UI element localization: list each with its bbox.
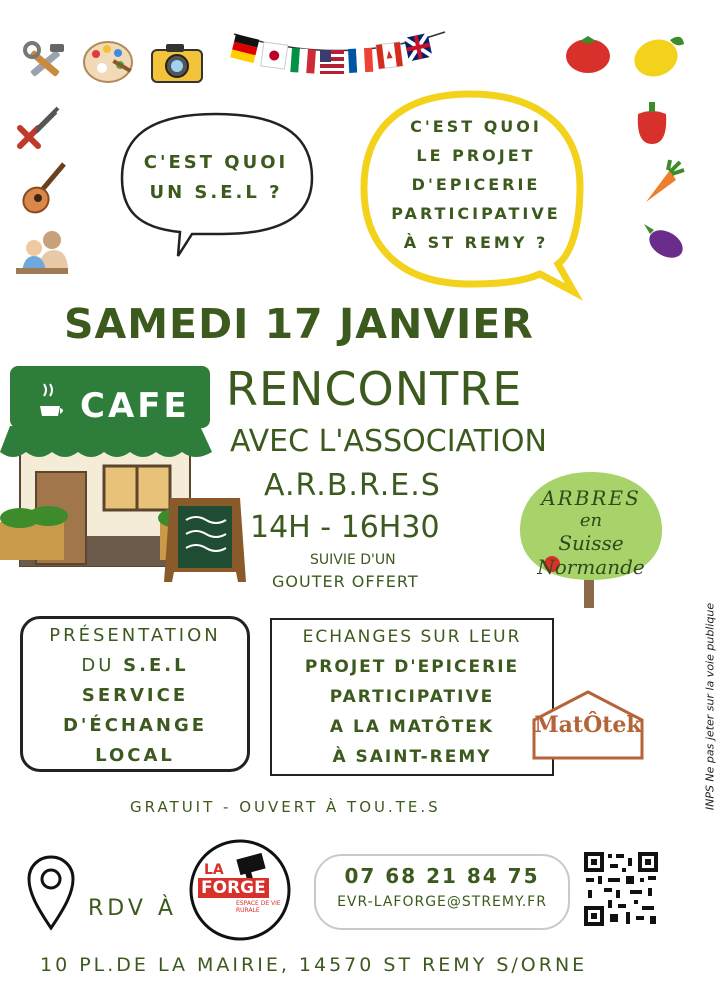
sel-box-line-4: D'ÉCHANGE [62, 715, 208, 736]
matotek-logo-text: MatÔtek [534, 712, 642, 738]
lemon-icon [630, 30, 686, 80]
epicerie-box-line-1: ECHANGES SUR LEUR [302, 627, 522, 647]
contact-pill [314, 854, 570, 930]
arbres-logo-line-1: ARBRES [541, 486, 641, 510]
side-note: INPS Ne pas jeter sur la voie publique [703, 602, 717, 811]
epicerie-project-box [270, 618, 554, 776]
sel-box-line-2b: S.E.L [123, 655, 189, 676]
sel-box-line-2 [23, 651, 247, 681]
contact-phone[interactable]: 07 68 21 84 75 [344, 864, 540, 888]
guitar-icon [18, 160, 68, 220]
flags-bunting [232, 28, 447, 84]
forge-logo-sub: ESPACE DE VIE RURALE [236, 900, 281, 914]
bell-pepper-icon [632, 100, 672, 146]
event-time: 14H - 16H30 [250, 510, 440, 545]
event-association: A.R.B.R.E.S [264, 468, 441, 503]
bubble-right-line-3: D'EPICERIE [411, 175, 541, 194]
forge-logo-la: LA [204, 862, 224, 878]
bubble-right-line-5: À ST REMY ? [403, 233, 549, 252]
bubble-left-line-2: UN S.E.L ? [149, 182, 283, 203]
sel-box-line-5: LOCAL [95, 745, 175, 766]
arbres-logo-line-2: en [579, 510, 603, 531]
epicerie-box-line-2: PROJET D'EPICERIE [304, 657, 520, 677]
bubble-left-line-1: C'EST QUOI [143, 152, 289, 173]
event-note-2: GOUTER OFFERT [272, 572, 419, 591]
bubble-right-text [382, 112, 570, 257]
palette-icon [82, 38, 134, 86]
sel-box-line-2a: DU [81, 655, 124, 676]
epicerie-box-line-5: À SAINT-REMY [332, 747, 492, 767]
event-note-1: SUIVIE D'UN [310, 552, 396, 568]
arbres-logo-line-4: Normande [537, 555, 645, 579]
eggplant-icon [640, 218, 686, 262]
bubble-right-line-2: LE PROJET [416, 146, 536, 165]
carrot-icon [640, 160, 684, 206]
forge-logo-name: FORGE [198, 878, 269, 898]
camera-icon [150, 42, 204, 84]
headline-date: SAMEDI 17 JANVIER [64, 300, 534, 348]
tutoring-icon [14, 228, 70, 276]
arbres-logo-line-3: Suisse [558, 531, 624, 555]
epicerie-box-line-3: PARTICIPATIVE [329, 687, 495, 707]
bubble-right-line-4: PARTICIPATIVE [391, 204, 561, 223]
bubble-right-line-1: C'EST QUOI [410, 117, 542, 136]
contact-email[interactable]: EVR-LAFORGE@STREMY.FR [337, 894, 547, 910]
pruning-shears-icon [14, 102, 64, 152]
sel-presentation-box [20, 616, 250, 772]
free-open-text: GRATUIT - OUVERT À TOU.TE.S [130, 798, 441, 816]
rdv-label: RDV À [88, 896, 177, 921]
bubble-left-text [128, 148, 304, 208]
event-title: RENCONTRE [226, 362, 523, 416]
sel-box-line-1: PRÉSENTATION [49, 625, 221, 646]
arbres-logo-text [524, 486, 658, 579]
cafe-sign-text: CAFE [80, 386, 190, 426]
event-line-2: AVEC L'ASSOCIATION [230, 424, 547, 459]
tomato-icon [564, 32, 612, 74]
sel-box-line-3: SERVICE [81, 685, 189, 706]
location-pin-icon [26, 854, 76, 932]
epicerie-box-line-4: A LA MATÔTEK [329, 717, 495, 737]
tools-icon [20, 38, 70, 88]
address: 10 PL.DE LA MAIRIE, 14570 ST REMY S/ORNE [40, 954, 588, 976]
qr-code[interactable] [582, 850, 660, 928]
